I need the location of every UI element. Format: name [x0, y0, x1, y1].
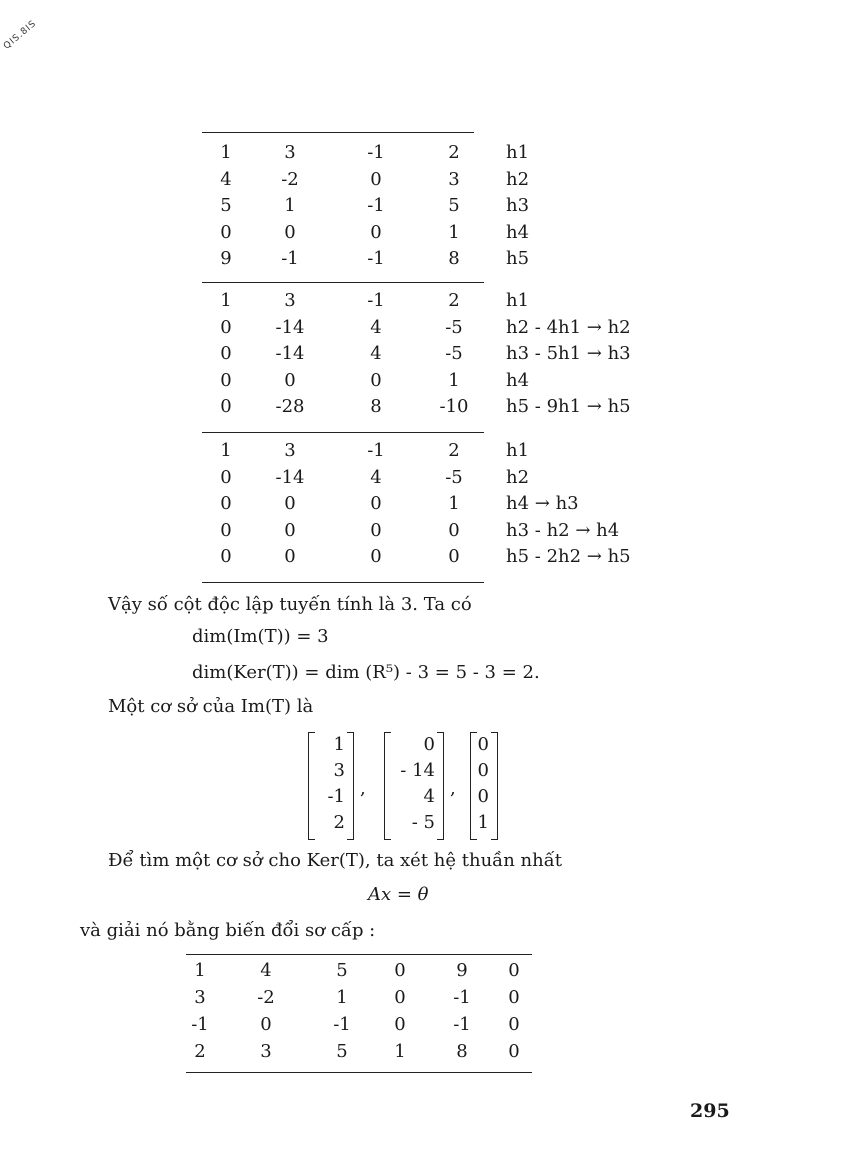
- table1-cell: -2: [281, 168, 299, 190]
- table1-row-operation: h4: [506, 369, 530, 391]
- paragraph-kernel-basis: Để tìm một cơ sở cho Ker(T), ta xét hệ thuần nhất: [108, 850, 562, 871]
- equation-homogeneous-system: Ax = θ: [368, 884, 429, 905]
- paragraph-independent-columns: Vậy số cột độc lập tuyến tính là 3. Ta có: [108, 594, 472, 615]
- table1-cell: -14: [275, 466, 305, 488]
- table1-cell: 2: [448, 290, 460, 311]
- table2-cell: -1: [191, 1014, 209, 1035]
- right-bracket: [491, 732, 498, 840]
- table2-cell: -1: [453, 1014, 471, 1035]
- table1-row-operation: h5: [506, 248, 530, 269]
- vector-entry: 0: [477, 760, 489, 781]
- table2-cell: 9: [456, 960, 468, 981]
- table1-row-operation: h4: [506, 221, 530, 243]
- table1-cell: 0: [220, 316, 232, 338]
- table1-cell: -1: [367, 142, 385, 163]
- table1-cell: 0: [370, 221, 382, 243]
- table1-row-operation: h2 - 4h1 → h2: [506, 316, 631, 338]
- table1-cell: 1: [284, 195, 296, 216]
- table1-cell: 8: [370, 396, 382, 417]
- column-vector: [384, 732, 444, 840]
- table1-cell: -14: [275, 343, 305, 364]
- table1-cell: 0: [220, 343, 232, 364]
- table2-cell: 0: [260, 1014, 272, 1035]
- table1-cell: 0: [370, 369, 382, 391]
- table1-row-operation: h1: [506, 142, 530, 163]
- table2-cell: -1: [333, 1014, 351, 1035]
- table2-cell: 0: [394, 1014, 406, 1035]
- table2-cell: 3: [260, 1041, 272, 1062]
- table1-cell: 3: [284, 290, 296, 311]
- table1-cell: 0: [220, 546, 232, 567]
- paragraph-image-basis: Một cơ sở của Im(T) là: [108, 696, 314, 717]
- table1-cell: 2: [448, 142, 460, 163]
- table2-cell: 5: [336, 1041, 348, 1062]
- table1-row-operation: h5 - 2h2 → h5: [506, 546, 631, 567]
- table1-cell: -5: [445, 316, 463, 338]
- table1-cell: 1: [448, 369, 460, 391]
- vector-entry: 1: [477, 812, 489, 833]
- vector-entry: -1: [327, 786, 345, 807]
- table2-rule: [186, 1072, 532, 1073]
- table2-cell: 5: [336, 960, 348, 981]
- table1-cell: -1: [367, 440, 385, 461]
- table1-cell: 1: [220, 142, 232, 163]
- vector-entry: 0: [423, 734, 435, 755]
- table2-cell: -1: [453, 987, 471, 1008]
- table1-cell: -1: [281, 248, 299, 269]
- table1-cell: 8: [448, 248, 460, 269]
- table1-cell: 3: [284, 440, 296, 461]
- vector-entry: - 14: [400, 760, 435, 781]
- table1-cell: -10: [439, 396, 469, 417]
- table1-cell: 0: [448, 519, 460, 541]
- table2-rule: [186, 954, 532, 955]
- table1-cell: 5: [448, 195, 460, 216]
- vector-entry: 0: [477, 734, 489, 755]
- table2-cell: 0: [508, 987, 520, 1008]
- table1-cell: 0: [220, 519, 232, 541]
- table1-row-operation: h3 - h2 → h4: [506, 519, 620, 541]
- table1-cell: 0: [370, 546, 382, 567]
- left-bracket: [308, 732, 315, 840]
- table1-cell: 4: [220, 168, 232, 190]
- table1-rule: [202, 582, 484, 583]
- equation-dim-image: dim(Im(T)) = 3: [192, 626, 329, 647]
- table2-cell: 8: [456, 1041, 468, 1062]
- table1-cell: 4: [370, 343, 382, 364]
- table1-cell: 0: [220, 369, 232, 391]
- left-bracket: [470, 732, 477, 840]
- table1-cell: 9: [220, 248, 232, 269]
- column-vector: [470, 732, 498, 840]
- table1-cell: 1: [220, 290, 232, 311]
- table1-rule: [202, 432, 484, 433]
- table1-cell: 0: [370, 493, 382, 514]
- table1-cell: 2: [448, 440, 460, 461]
- equation-dim-kernel: dim(Ker(T)) = dim (R⁵) - 3 = 5 - 3 = 2.: [192, 662, 540, 683]
- table1-rule: [202, 282, 484, 283]
- table1-row-operation: h3: [506, 195, 530, 216]
- table1-cell: 0: [370, 519, 382, 541]
- table2-cell: 2: [194, 1041, 206, 1062]
- table2-cell: 0: [508, 1041, 520, 1062]
- table1-cell: 0: [220, 466, 232, 488]
- table2-cell: 1: [336, 987, 348, 1008]
- table1-cell: 4: [370, 316, 382, 338]
- table1-cell: 0: [284, 221, 296, 243]
- table1-cell: 0: [284, 493, 296, 514]
- table2-cell: 0: [508, 1014, 520, 1035]
- vector-entry: 3: [333, 760, 345, 781]
- right-bracket: [347, 732, 354, 840]
- table1-cell: 0: [220, 396, 232, 417]
- table1-cell: -1: [367, 248, 385, 269]
- table2-cell: 4: [260, 960, 272, 981]
- table1-row-operation: h4 → h3: [506, 493, 579, 514]
- table2-cell: 3: [194, 987, 206, 1008]
- table1-row-operation: h1: [506, 440, 530, 461]
- table1-cell: -5: [445, 466, 463, 488]
- paragraph-elementary-operations: và giải nó bằng biến đổi sơ cấp :: [80, 920, 376, 941]
- table1-cell: 1: [448, 493, 460, 514]
- table1-cell: 5: [220, 195, 232, 216]
- table1-cell: -28: [275, 396, 305, 417]
- table2-cell: 0: [508, 960, 520, 981]
- table1-cell: 0: [220, 493, 232, 514]
- table1-cell: 1: [448, 221, 460, 243]
- table1-cell: -1: [367, 195, 385, 216]
- table1-row-operation: h3 - 5h1 → h3: [506, 343, 631, 364]
- library-stamp: QIS.8IS: [2, 18, 39, 52]
- column-vector: [308, 732, 354, 840]
- vector-separator: ,: [360, 778, 366, 799]
- table1-cell: 3: [448, 168, 460, 190]
- table1-row-operation: h2: [506, 466, 530, 488]
- table1-cell: 4: [370, 466, 382, 488]
- vector-entry: 2: [333, 812, 345, 833]
- vector-entry: 4: [423, 786, 435, 807]
- table1-cell: -14: [275, 316, 305, 338]
- table1-cell: 3: [284, 142, 296, 163]
- table1-cell: 0: [220, 221, 232, 243]
- left-bracket: [384, 732, 391, 840]
- vector-entry: 1: [333, 734, 345, 755]
- table2-cell: 0: [394, 987, 406, 1008]
- table1-rule: [202, 132, 474, 133]
- vector-entry: 0: [477, 786, 489, 807]
- table2-cell: 1: [394, 1041, 406, 1062]
- table1-cell: 1: [220, 440, 232, 461]
- page-number: 295: [690, 1100, 730, 1122]
- table1-cell: 0: [284, 369, 296, 391]
- table1-cell: 0: [448, 546, 460, 567]
- table1-row-operation: h5 - 9h1 → h5: [506, 396, 631, 417]
- vector-entry: - 5: [411, 812, 435, 833]
- table1-cell: 0: [370, 168, 382, 190]
- table2-cell: 0: [394, 960, 406, 981]
- table2-cell: -2: [257, 987, 275, 1008]
- table2-cell: 1: [194, 960, 206, 981]
- table1-cell: -5: [445, 343, 463, 364]
- table1-row-operation: h1: [506, 290, 530, 311]
- table1-cell: 0: [284, 519, 296, 541]
- table1-row-operation: h2: [506, 168, 530, 190]
- right-bracket: [437, 732, 444, 840]
- table1-cell: 0: [284, 546, 296, 567]
- table1-cell: -1: [367, 290, 385, 311]
- vector-separator: ,: [450, 778, 456, 799]
